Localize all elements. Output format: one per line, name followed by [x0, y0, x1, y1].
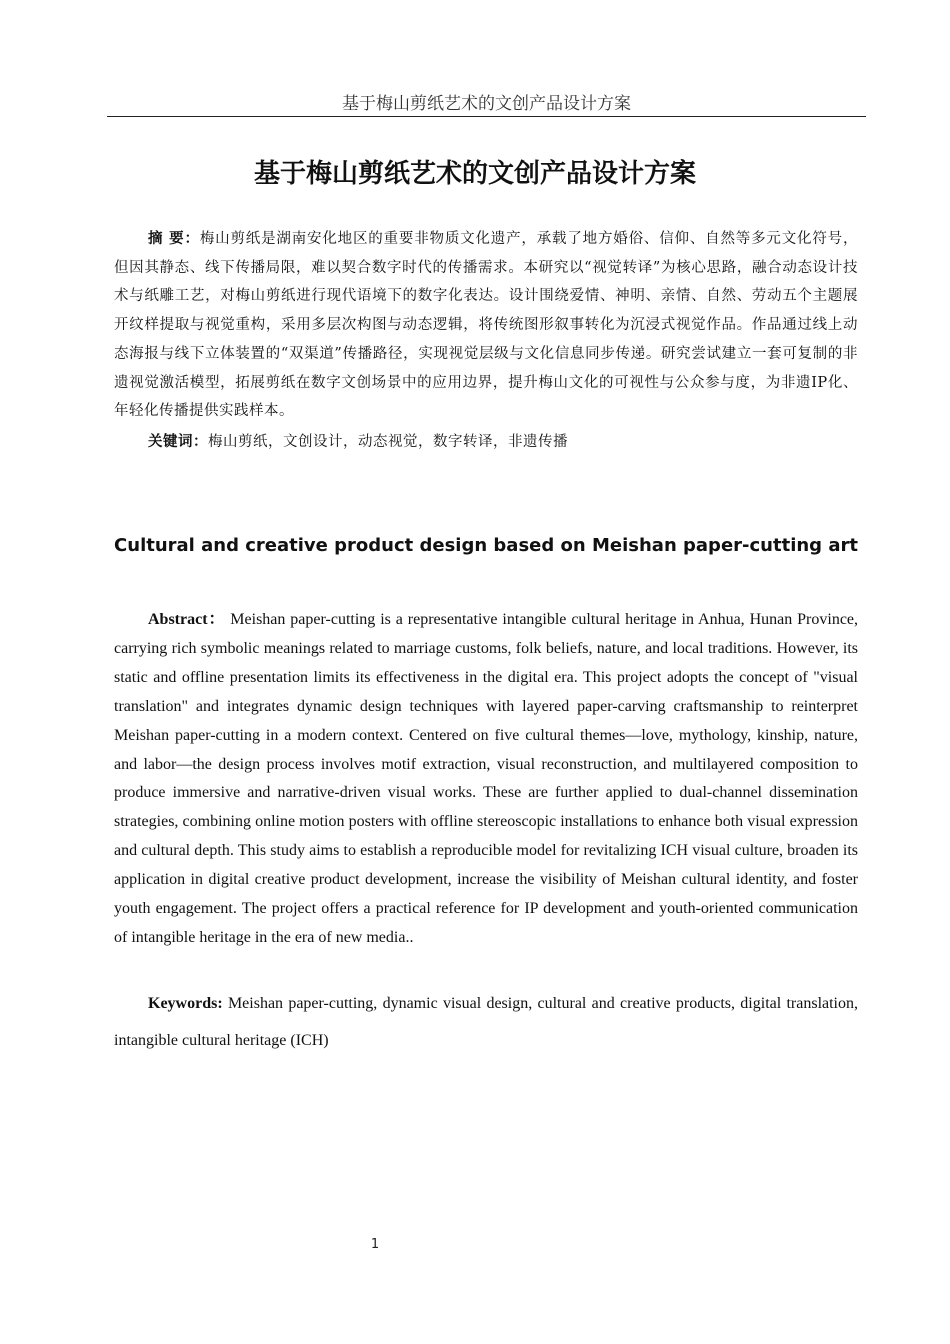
page-number: 1	[370, 1237, 380, 1252]
english-keywords	[114, 985, 858, 1059]
english-abstract-label: Abstract：	[148, 611, 226, 628]
english-title: Cultural and creative product design based on Meishan paper-cutting art	[114, 535, 858, 556]
chinese-keywords	[114, 430, 858, 454]
chinese-title: 基于梅山剪纸艺术的文创产品设计方案	[253, 159, 696, 189]
chinese-abstract	[114, 225, 858, 426]
english-abstract	[114, 606, 858, 953]
english-keywords-text: Meishan paper-cutting, dynamic visual design, cultural and creative products, digital translation, intangible cultural heritage (ICH)	[114, 995, 859, 1049]
english-abstract-text: Meishan paper-cutting is a representative intangible cultural heritage in Anhua, Hunan Province, carrying rich symbolic meanings related to marriage customs, folk beliefs, nature, and local traditions. However, its static and offline presentation limits its effectiveness in the digital era. This project adopts the concept of "visual translation" and integrates dynamic design techniques with layered paper-carving craftsmanship to reinterpret Meishan paper-cutting in a modern context. Centered on five cultural themes—love, mythology, kinship, nature, and labor—the design process involves motif extraction, visual reconstruction, and multilayered composition to produce immersive and narrative-driven visual works. These are further applied to dual-channel dissemination strategies, combining online motion posters with offline stereoscopic installations to enhance both visual expression and cultural depth. This study aims to establish a reproducible model for revitalizing ICH visual culture, broaden its application in digital creative product development, increase the visibility of Meishan cultural identity, and foster youth engagement. The project offers a practical reference for IP development and youth-oriented communication of intangible heritage in the era of new media..	[114, 611, 859, 946]
running-header: 基于梅山剪纸艺术的文创产品设计方案	[107, 92, 866, 117]
chinese-keywords-text: 梅山剪纸，文创设计，动态视觉，数字转译，非遗传播	[208, 434, 568, 450]
english-keywords-label: Keywords:	[148, 995, 223, 1012]
chinese-abstract-label: 摘 要：	[148, 231, 200, 247]
chinese-keywords-label: 关键词：	[148, 434, 208, 450]
chinese-abstract-text: 梅山剪纸是湖南安化地区的重要非物质文化遗产，承载了地方婚俗、信仰、自然等多元文化符号，但因其静态、线下传播局限，难以契合数字时代的传播需求。本研究以“视觉转译”为核心思路，融合动态设计技术与纸雕工艺，对梅山剪纸进行现代语境下的数字化表达。设计围绕爱情、神明、亲情、自然、劳动五个主题展开纹样提取与视觉重构，采用多层次构图与动态逻辑，将传统图形叙事转化为沉浸式视觉作品。作品通过线上动态海报与线下立体装置的“双渠道”传播路径，实现视觉层级与文化信息同步传递。研究尝试建立一套可复制的非遗视觉激活模型，拓展剪纸在数字文创场景中的应用边界，提升梅山文化的可视性与公众参与度，为非遗IP化、年轻化传播提供实践样本。	[114, 231, 858, 420]
